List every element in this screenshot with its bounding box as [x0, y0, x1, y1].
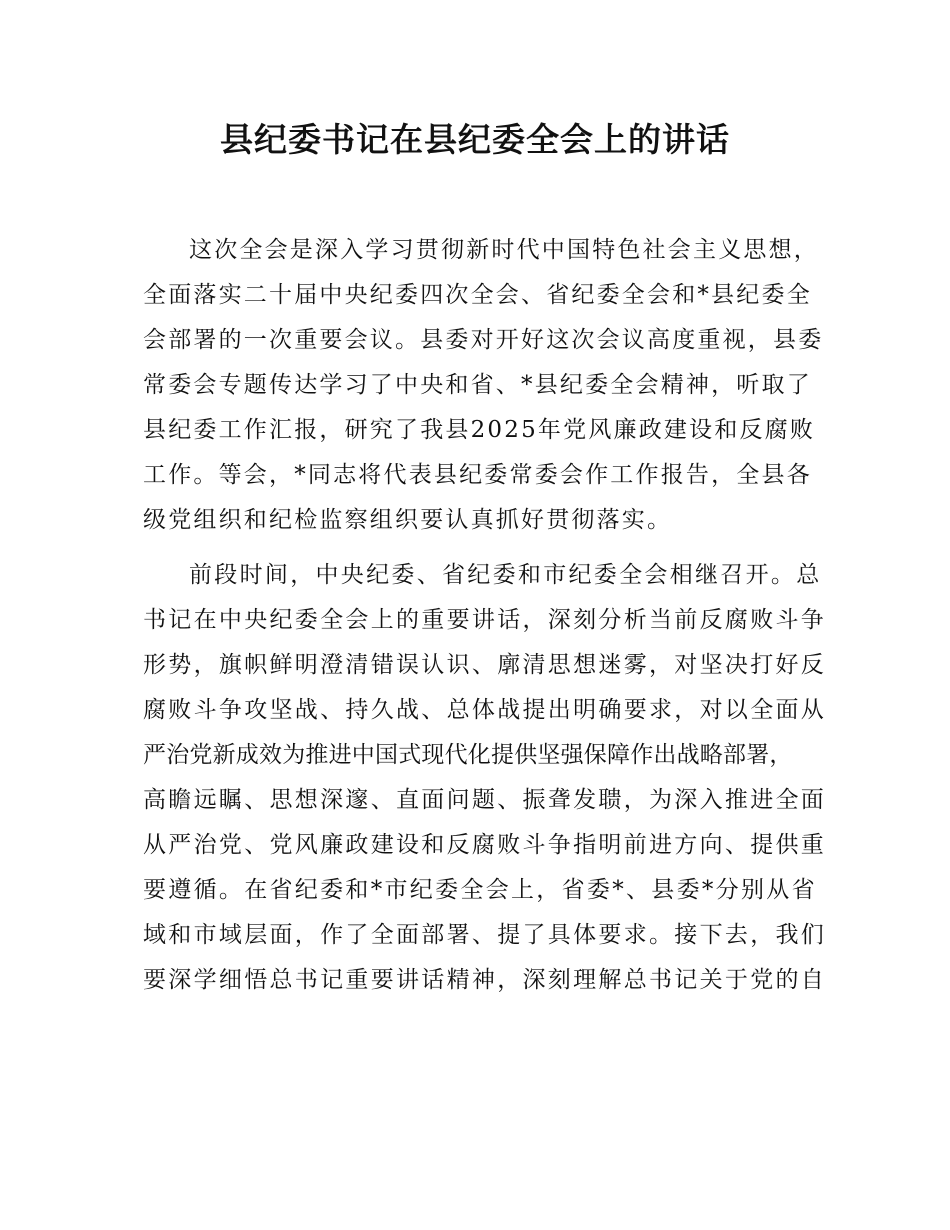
text-line: 高瞻远瞩、思想深邃、直面问题、振聋发聩，为深入推进全面 [143, 787, 827, 813]
document-body [143, 228, 833, 1013]
text-line: 要深学细悟总书记重要讲话精神，深刻理解总书记关于党的自 [143, 967, 827, 993]
text-line: 形势，旗帜鲜明澄清错误认识、廓清思想迷雾，对坚决打好反 [143, 652, 827, 678]
text-line: 县纪委工作汇报，研究了我县2025年党风廉政建设和反腐败 [143, 417, 816, 443]
text-line: 级党组织和纪检监察组织要认真抓好贯彻落实。 [143, 507, 673, 533]
text-line: 常委会专题传达学习了中央和省、*县纪委全会精神，听取了 [143, 372, 812, 398]
text-line: 工作。等会，*同志将代表县纪委常委会作工作报告，全县各 [143, 462, 812, 488]
text-line: 从严治党、党风廉政建设和反腐败斗争指明前进方向、提供重 [143, 832, 827, 858]
document-title: 县纪委书记在县纪委全会上的讲话 [220, 120, 730, 159]
text-line: 会部署的一次重要会议。县委对开好这次会议高度重视，县委 [143, 327, 824, 353]
text-line: 腐败斗争攻坚战、持久战、总体战提出明确要求，对以全面从 [143, 697, 827, 723]
text-line: 前段时间，中央纪委、省纪委和市纪委全会相继召开。总 [189, 562, 822, 588]
text-line: 书记在中央纪委全会上的重要讲话，深刻分析当前反腐败斗争 [143, 607, 827, 633]
paragraph-2 [143, 553, 833, 1003]
paragraph-1 [143, 228, 833, 543]
text-line: 严治党新成效为推进中国式现代化提供坚强保障作出战略部署， [143, 742, 793, 768]
text-line: 域和市域层面，作了全面部署、提了具体要求。接下去，我们 [143, 922, 827, 948]
text-line: 这次全会是深入学习贯彻新时代中国特色社会主义思想， [189, 237, 819, 263]
text-line: 全面落实二十届中央纪委四次全会、省纪委全会和*县纪委全 [143, 282, 812, 308]
text-line: 要遵循。在省纪委和*市纪委全会上，省委*、县委*分别从省 [143, 877, 817, 903]
